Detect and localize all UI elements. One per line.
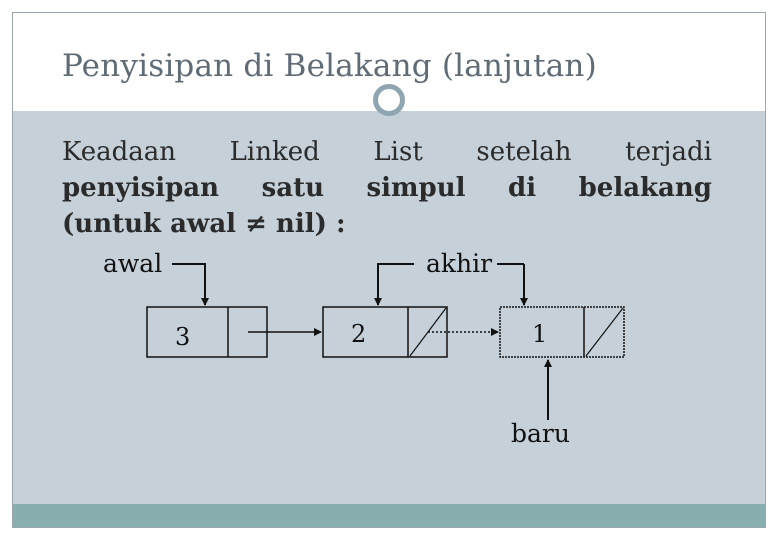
body-word: Linked	[229, 137, 320, 167]
node-value: 2	[351, 320, 367, 348]
body-word: terjadi	[625, 137, 712, 167]
body-word: satu	[261, 173, 324, 203]
slide-title: Penyisipan di Belakang (lanjutan)	[62, 48, 597, 84]
awal-pointer-arrow	[172, 264, 205, 305]
awal-label: awal	[103, 249, 163, 278]
node-value: 3	[175, 323, 191, 351]
body-word: List	[373, 137, 423, 167]
body-word: Keadaan	[62, 137, 177, 167]
nil-slash	[586, 308, 623, 356]
akhir-pointer-arrow	[378, 264, 414, 305]
body-text-line-3: (untuk awal ≠ nil) :	[62, 209, 346, 239]
baru-label: baru	[511, 419, 570, 448]
body-word: penyisipan	[62, 173, 220, 203]
body-word: di	[508, 173, 537, 203]
list-node	[500, 307, 624, 357]
body-word: setelah	[476, 137, 572, 167]
body-word: belakang	[578, 173, 712, 203]
akhir-label: akhir	[426, 249, 493, 278]
body-word: simpul	[366, 173, 466, 203]
node-value: 1	[532, 320, 548, 348]
